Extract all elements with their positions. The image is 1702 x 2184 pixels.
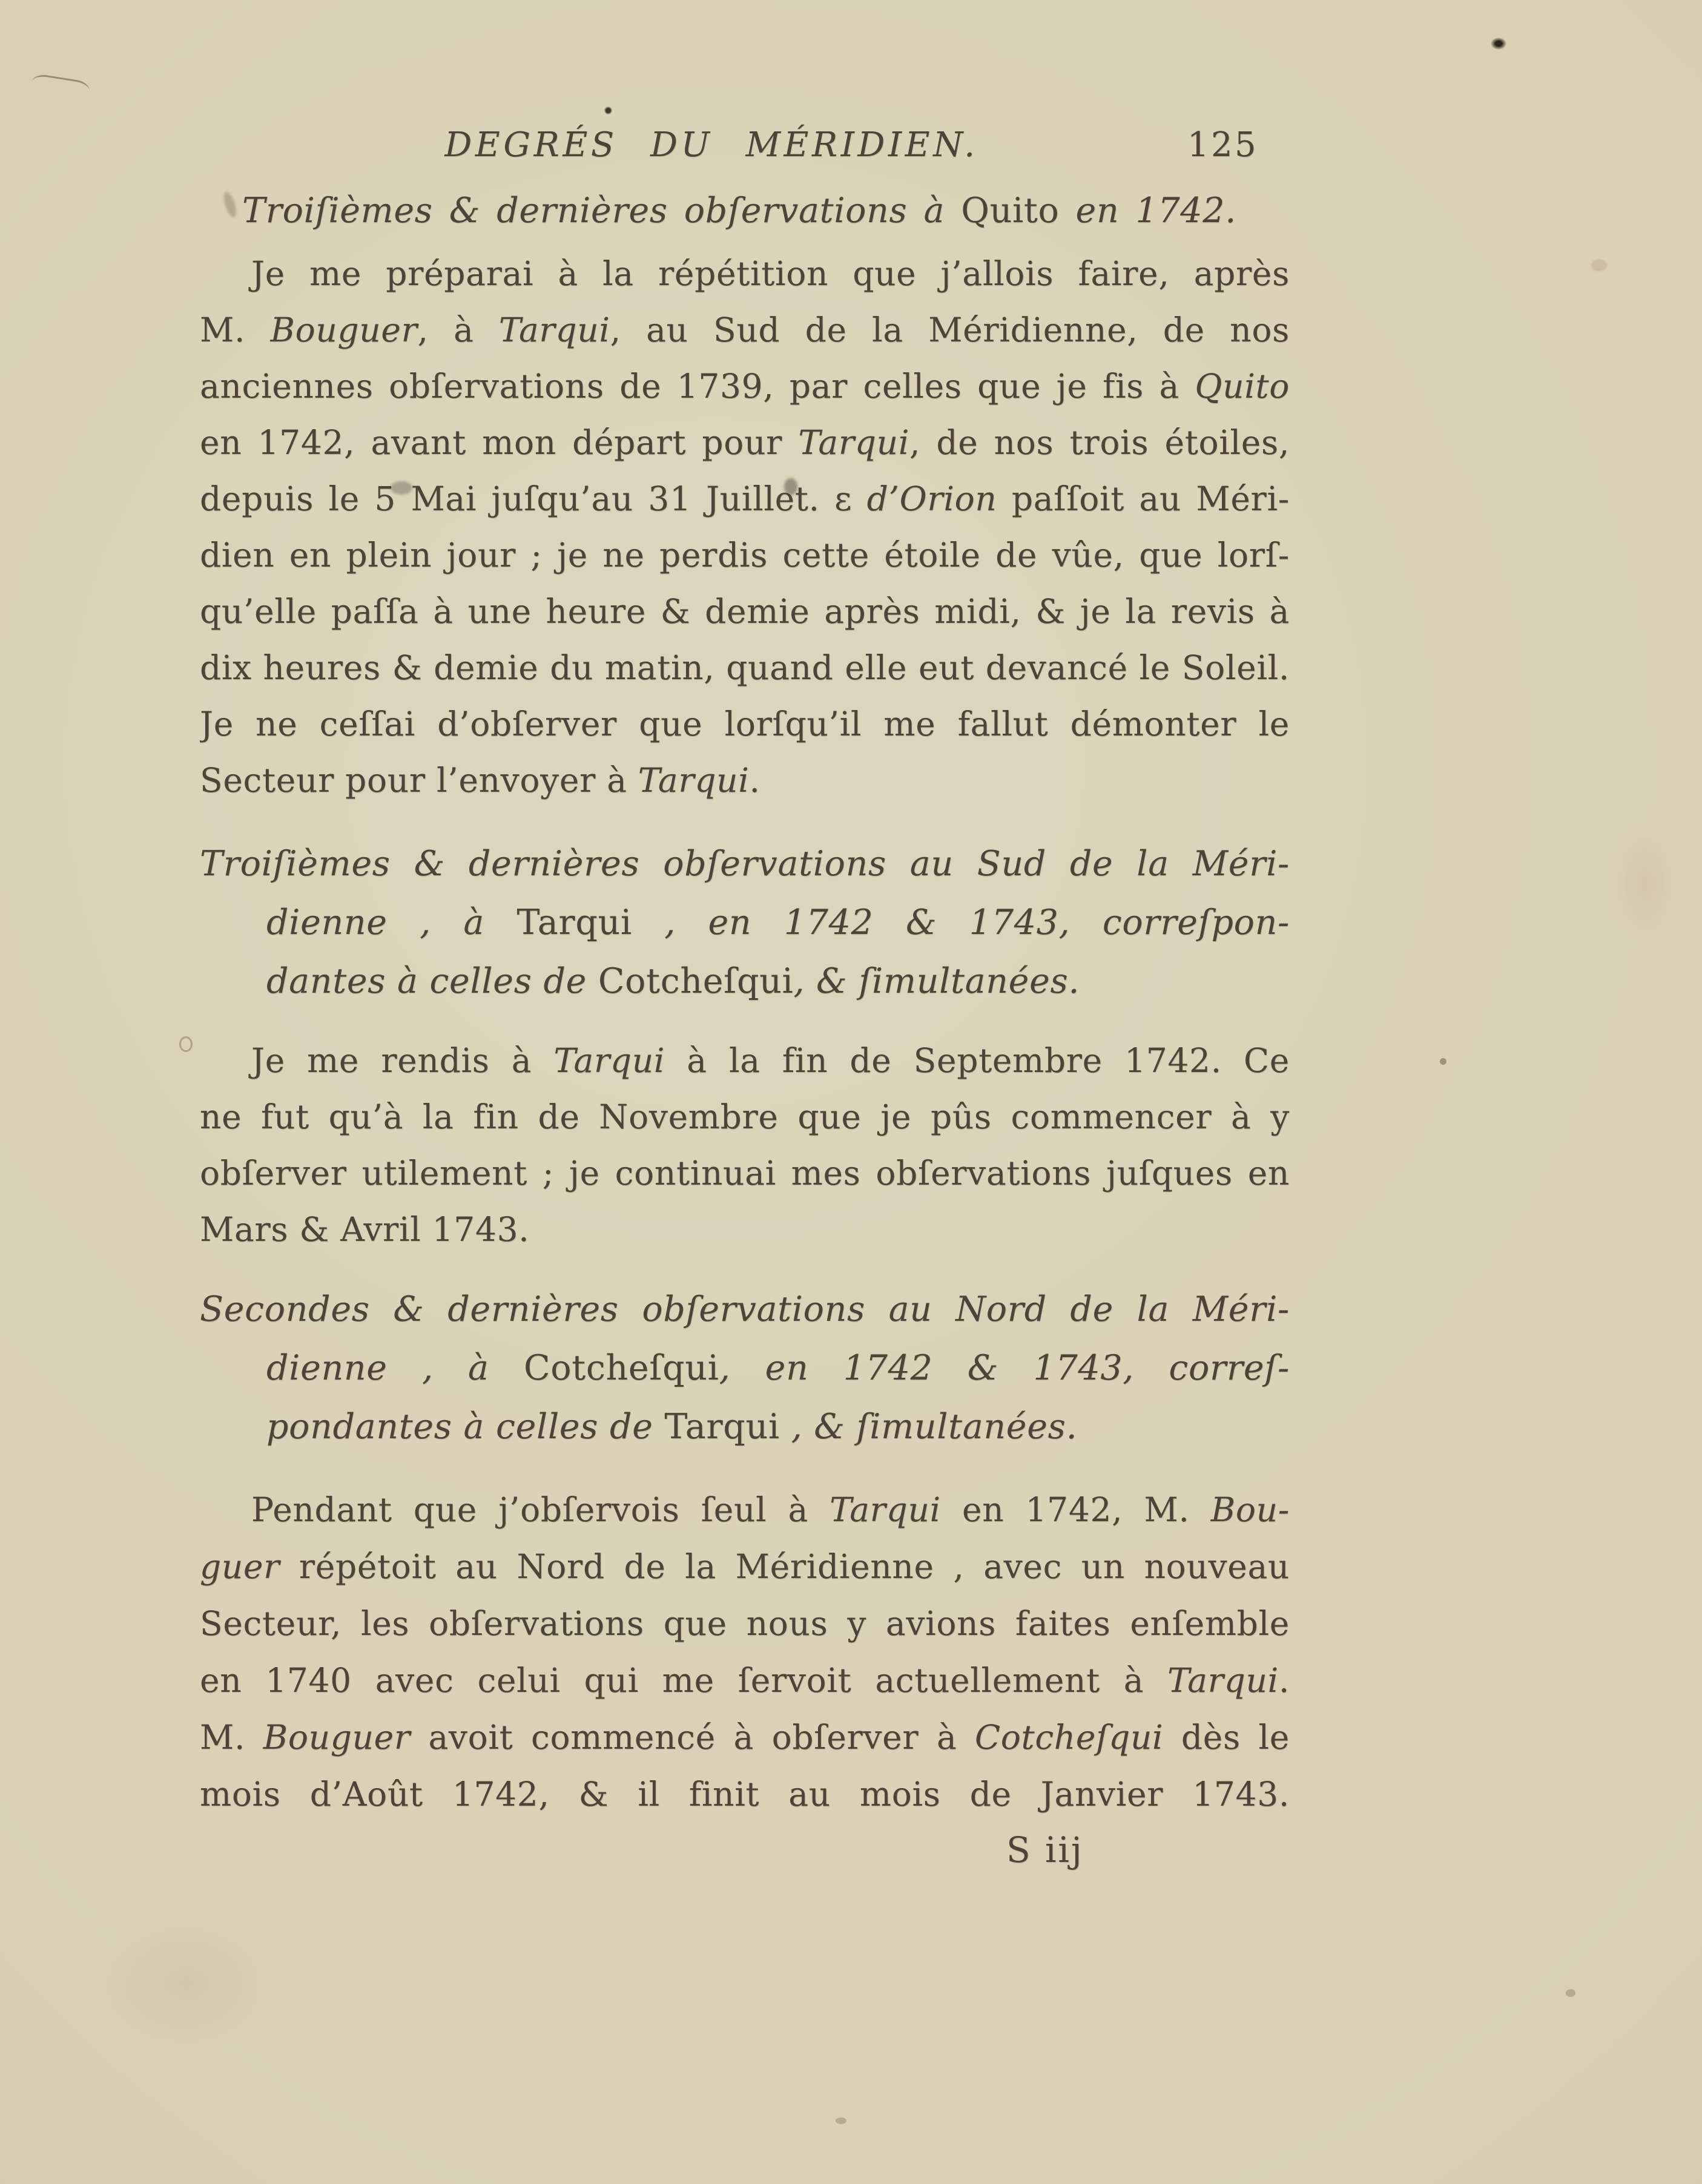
text-line: Pendant que j’obſervois ſeul à Tarqui en 1742, M. Bou- <box>251 1490 1290 1529</box>
foxing-stain <box>103 1919 272 2046</box>
ink-speck <box>1566 1989 1575 1997</box>
section-heading-cotchesqui <box>200 1280 1290 1456</box>
text-line: obſerver utilement ; je continuai mes obſervations juſques en <box>200 1154 1290 1192</box>
heading-line: Troiſièmes & dernières obſervations à Quito en 1742. <box>242 191 1236 231</box>
text-line: Je me rendis à Tarqui à la fin de Septembre 1742. Ce <box>251 1041 1290 1080</box>
foxing-stain <box>1591 259 1607 271</box>
text-line: M. Bouguer avoit commencé à obſerver à Cotcheſqui dès le <box>200 1718 1290 1757</box>
text-line: anciennes obſervations de 1739, par celles que je fis à Quito <box>200 367 1290 406</box>
text-line: Secteur pour l’envoyer à Tarqui. <box>200 761 760 800</box>
text-line: Mars & Avril 1743. <box>200 1210 530 1249</box>
section-heading-quito <box>200 182 1290 240</box>
text-line: dien en plein jour ; je ne perdis cette étoile de vûe, que lorſ- <box>200 536 1290 574</box>
page-number: 125 <box>1187 125 1258 165</box>
text-line: Secteur, les obſervations que nous y avions faites enſemble <box>200 1604 1290 1643</box>
text-line: en 1740 avec celui qui me ſervoit actuellement à Tarqui. <box>200 1661 1290 1700</box>
ink-speck <box>604 107 612 114</box>
running-header <box>200 120 1290 171</box>
heading-line: dantes à celles de Cotcheſqui, & ſimultanées. <box>266 961 1080 1001</box>
heading-line: Secondes & dernières obſervations au Nord de la Méri- <box>200 1289 1290 1329</box>
pencil-mark <box>30 73 90 100</box>
text-line: qu’elle paſſa à une heure & demie après midi, & je la revis à <box>200 592 1290 631</box>
section-heading-tarqui <box>200 835 1290 1011</box>
text-line: mois d’Août 1742, & il finit au mois de Janvier 1743. <box>200 1775 1290 1814</box>
heading-line: dienne , à Cotcheſqui, en 1742 & 1743, correſ- <box>266 1348 1290 1388</box>
text-line: guer répétoit au Nord de la Méridienne , avec un nouveau <box>200 1547 1290 1586</box>
ink-speck <box>1491 38 1506 50</box>
text-line: M. Bouguer, à Tarqui, au Sud de la Méridienne, de nos <box>200 311 1290 349</box>
heading-line: dienne , à Tarqui , en 1742 & 1743, correſpon- <box>266 903 1290 942</box>
text-line: en 1742, avant mon départ pour Tarqui, de nos trois étoiles, <box>200 423 1290 462</box>
text-line: dix heures & demie du matin, quand elle eut devancé le Soleil. <box>200 648 1290 687</box>
page-header-title: DEGRÉS DU MÉRIDIEN. <box>444 125 978 165</box>
signature-mark: S iij <box>1006 1829 1084 1870</box>
ink-speck <box>1440 1058 1446 1065</box>
paragraph-bouguer-north <box>200 1481 1290 1823</box>
paragraph-tarqui-arrival <box>200 1033 1290 1258</box>
paper-mark <box>179 1036 193 1052</box>
ink-speck <box>836 2117 846 2124</box>
text-line: depuis le 5 Mai juſqu’au 31 Juillet. ε d’Orion paſſoit au Méri- <box>200 479 1290 518</box>
heading-line: pondantes à celles de Tarqui , & ſimultanées. <box>266 1407 1078 1447</box>
text-line: Je ne ceſſai d’obſerver que lorſqu’il me fallut démonter le <box>200 705 1290 743</box>
foxing-stain <box>1611 823 1677 944</box>
text-line: Je me préparai à la répétition que j’allois faire, après <box>251 254 1290 293</box>
paragraph-quito-observations <box>200 246 1290 809</box>
text-line: ne fut qu’à la fin de Novembre que je pûs commencer à y <box>200 1097 1290 1136</box>
heading-line: Troiſièmes & dernières obſervations au Sud de la Méri- <box>200 844 1290 884</box>
